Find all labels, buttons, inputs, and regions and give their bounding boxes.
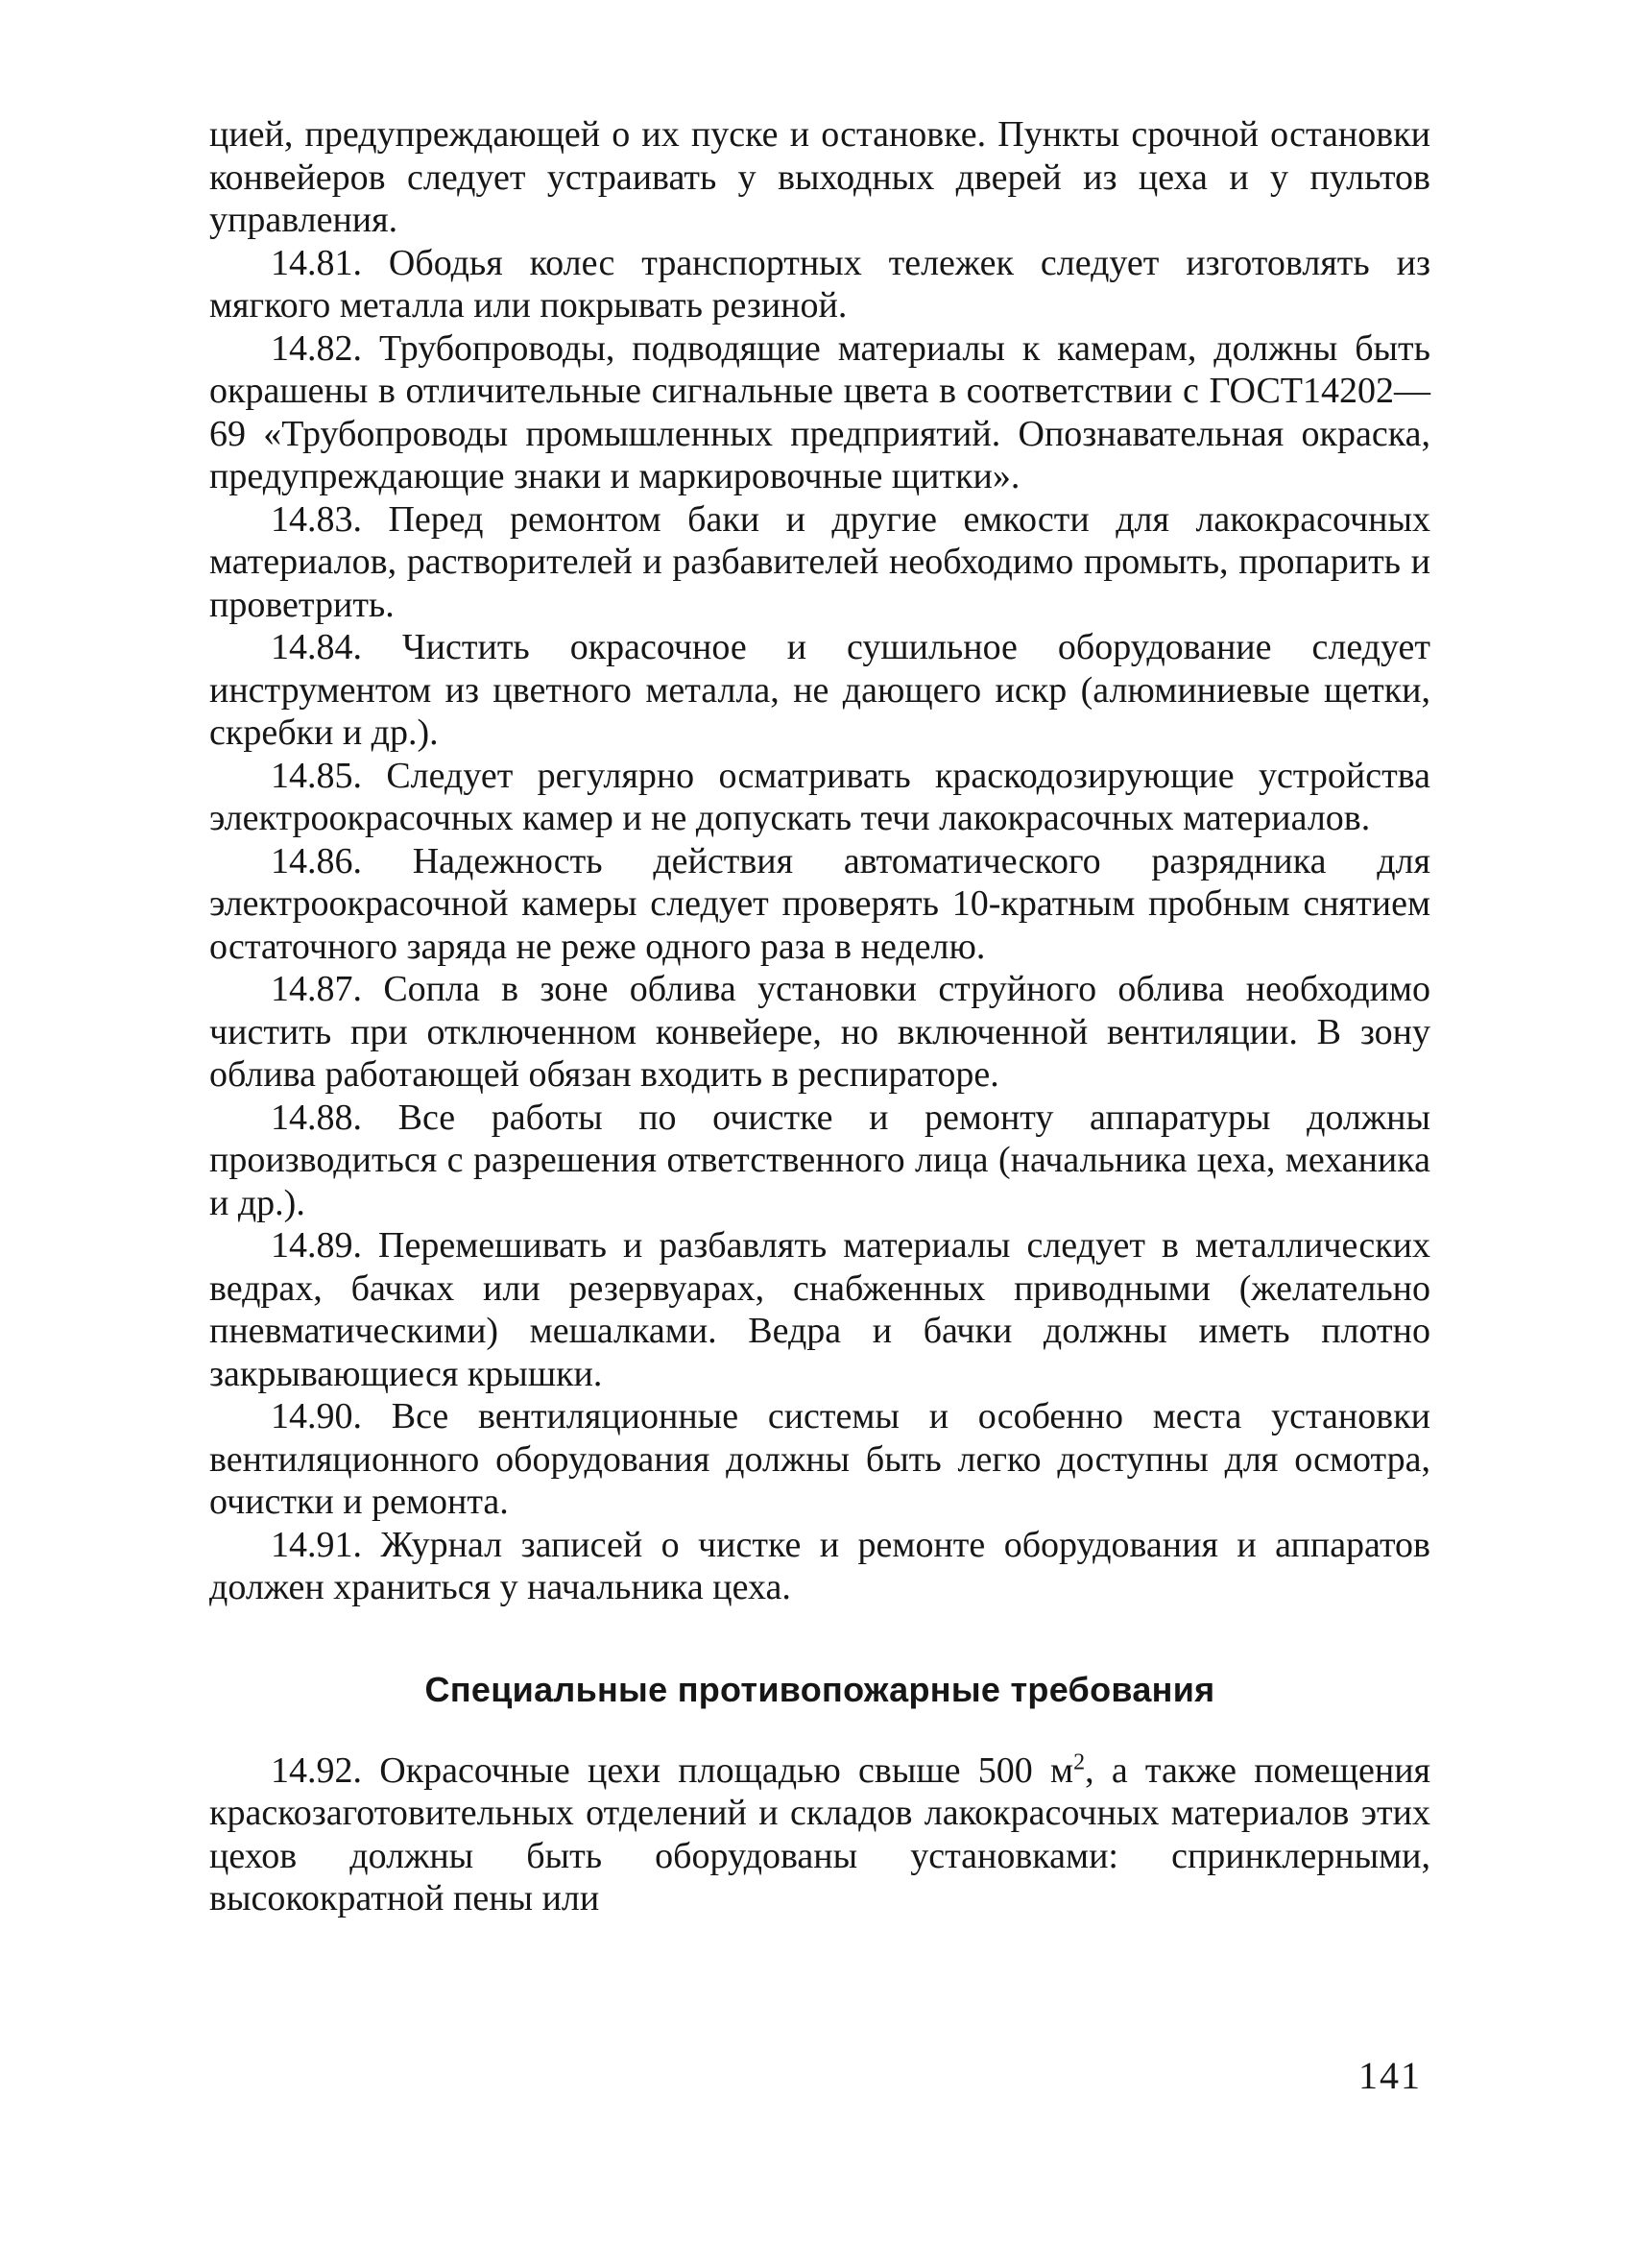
superscript-2: 2 bbox=[1073, 1749, 1086, 1774]
paragraph-14-89: 14.89. Перемешивать и разбавлять материалы следует в металлических ведрах, бачках или резервуарах, снабженных приводными (желательно пневматическими) мешалками. Ведра и бачки должны иметь плотно закрывающиеся крышки. bbox=[209, 1225, 1430, 1394]
paragraph-14-90: 14.90. Все вентиляционные системы и особенно места установки вентиляционного оборудования должны быть легко доступны для осмотра, очистки и ремонта. bbox=[209, 1396, 1430, 1522]
paragraph-14-87: 14.87. Сопла в зоне облива установки струйного облива необходимо чистить при отключенном конвейере, но включенной вентиляции. В зону облива работающей обязан входить в респираторе. bbox=[209, 969, 1430, 1095]
paragraph-14-82: 14.82. Трубопроводы, подводящие материалы к камерам, должны быть окрашены в отличительные сигнальные цвета в соответствии с ГОСТ14202—69 «Трубопроводы промышленных предприятий. Опознавательная окраска, предупреждающие знаки и маркировочные щитки». bbox=[209, 327, 1430, 496]
body-text bbox=[209, 113, 1430, 1920]
paragraph-14-86: 14.86. Надежность действия автоматического разрядника для электроокрасочной камеры следует проверять 10-кратным пробным снятием остаточного заряда не реже одного раза в неделю. bbox=[209, 840, 1430, 967]
paragraph-14-91: 14.91. Журнал записей о чистке и ремонте оборудования и аппаратов должен храниться у начальника цеха. bbox=[209, 1524, 1430, 1607]
paragraph-14-92-start: 14.92. Окрасочные цехи площадью свыше 500 м bbox=[271, 1749, 1074, 1791]
paragraph-14-81: 14.81. Ободья колес транспортных тележек следует изготовлять из мягкого металла или покрывать резиной. bbox=[209, 242, 1430, 326]
paragraph-14-84: 14.84. Чистить окрасочное и сушильное оборудование следует инструментом из цветного металла, не дающего искр (алюминиевые щетки, скребки и др.). bbox=[209, 627, 1430, 753]
paragraph-14-88: 14.88. Все работы по очистке и ремонту аппаратуры должны производиться с разрешения ответственного лица (начальника цеха, механика и др.). bbox=[209, 1097, 1430, 1223]
paragraph-14-85: 14.85. Следует регулярно осматривать краскодозирующие устройства электроокрасочных камер и не допускать течи лакокрасочных материалов. bbox=[209, 755, 1430, 838]
paragraph-14-83: 14.83. Перед ремонтом баки и другие емкости для лакокрасочных материалов, растворителей и разбавителей необходимо промыть, пропарить и проветрить. bbox=[209, 498, 1430, 625]
paragraph-14-92 bbox=[209, 1749, 1430, 1920]
paragraph-14-92-rest: , а также помещения краскозаготовительных отделений и складов лакокрасочных материалов этих цехов должны быть оборудованы установками: спринклерными, высокократной пены или bbox=[209, 1749, 1431, 1918]
page-number: 141 bbox=[1358, 2054, 1422, 2097]
section-heading: Специальные противопожарные требования bbox=[424, 1669, 1215, 1709]
paragraph-continuation: цией, предупреждающей о их пуске и остановке. Пункты срочной остановки конвейеров следует устраивать у выходных дверей из цеха и у пультов управления. bbox=[209, 114, 1430, 240]
